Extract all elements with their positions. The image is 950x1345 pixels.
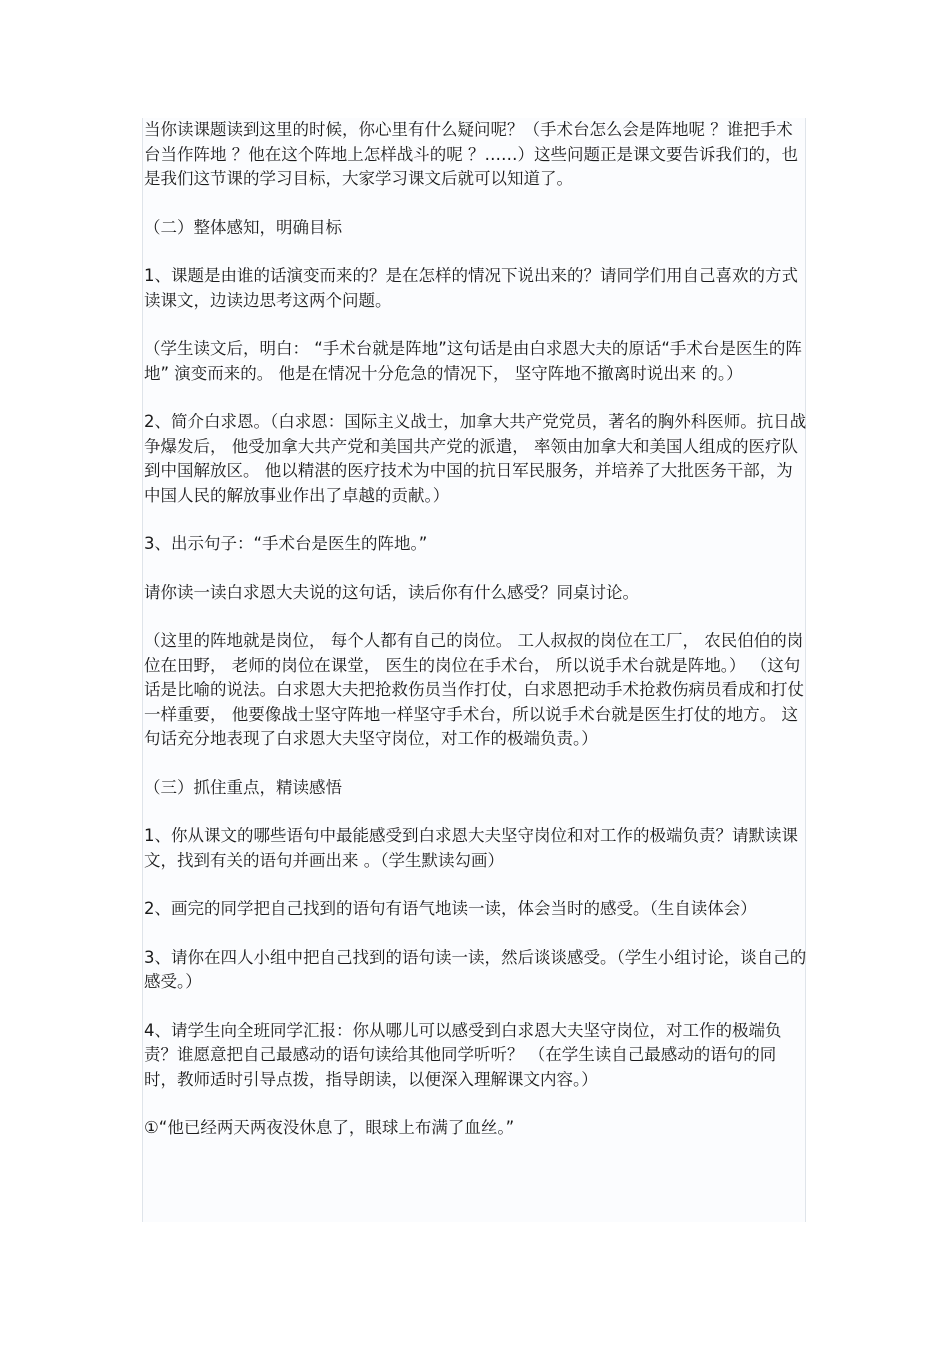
document-body [144, 118, 808, 1165]
section-heading-2: （二）整体感知，明确目标 [144, 217, 342, 237]
reading-step-4: 4、请学生向全班同学汇报：你从哪儿可以感受到白求恩大夫坚守岗位，对工作的极端负责？谁愿意把自己最感动的语句读给其他同学听听？ （在学生读自己最感动的语句的同时，教师适时引导点拨，指导朗读，以便深入理解课文内容。） [144, 1020, 782, 1089]
step-3-sentence: 3、出示句子：“手术台是医生的阵地。” [144, 534, 428, 553]
intro-question-paragraph: 当你读课题读到这里的时候，你心里有什么疑问呢？（手术台怎么会是阵地呢 ？谁把手术台当作阵地 ？他在这个阵地上怎样战斗的呢 ？……）这些问题正是课文要告诉我们的，也是我们这节课的学习目标，大家学习课文后就可以知道了。 [144, 120, 798, 188]
discussion-prompt: 请你读一读白求恩大夫说的这句话，读后你有什么感受？同桌讨论。 [144, 582, 639, 602]
reading-step-3: 3、请你在四人小组中把自己找到的语句读一读，然后谈谈感受。（学生小组讨论，谈自己的感受。） [144, 947, 807, 991]
section-heading-3: （三）抓住重点，精读感悟 [144, 777, 342, 797]
reading-step-1: 1、你从课文的哪些语句中最能感受到白求恩大夫坚守岗位和对工作的极端负责？请默读课文，找到有关的语句并画出来 。（学生默读勾画） [144, 826, 798, 870]
quoted-sentence-1: ①“他已经两天两夜没休息了，眼球上布满了血丝。” [144, 1118, 515, 1137]
reading-step-2: 2、画完的同学把自己找到的语句有语气地读一读，体会当时的感受。（生自读体会） [144, 899, 757, 918]
step-1-paragraph: 1、课题是由谁的话演变而来的？是在怎样的情况下说出来的？请同学们用自己喜欢的方式读课文，边读边思考这两个问题。 [144, 266, 798, 310]
step-1-answer-paragraph: （学生读文后，明白： “手术台就是阵地”这句话是由白求恩大夫的原话“手术台是医生的阵地” 演变而来的。 他是在情况十分危急的情况下， 坚守阵地不撤离时说出来 的。） [144, 339, 802, 383]
discussion-answer-paragraph: （这里的阵地就是岗位， 每个人都有自己的岗位。 工人叔叔的岗位在工厂， 农民伯伯的岗位在田野， 老师的岗位在课堂， 医生的岗位在手术台， 所以说手术台就是阵地。） （这句话是比喻的说法。白求恩大夫把抢救伤员当作打仗，白求恩把动手术抢救伤病员看成和打仗一样重要， 他要像战士坚守阵地一样坚守手术台，所以说手术台就是医生打仗的地方。 这句话充分地表现了白求恩大夫坚守岗位，对工作的极端负责。） [144, 631, 804, 748]
step-2-bethune-intro: 2、简介白求恩。（白求恩：国际主义战士，加拿大共产党党员，著名的胸外科医师。抗日战争爆发后， 他受加拿大共产党和美国共产党的派遣， 率领由加拿大和美国人组成的医疗队到中国解放区。 他以精湛的医疗技术为中国的抗日军民服务，并培养了大批医务干部，为中国人民的解放事业作出了卓越的贡献。） [144, 412, 807, 505]
